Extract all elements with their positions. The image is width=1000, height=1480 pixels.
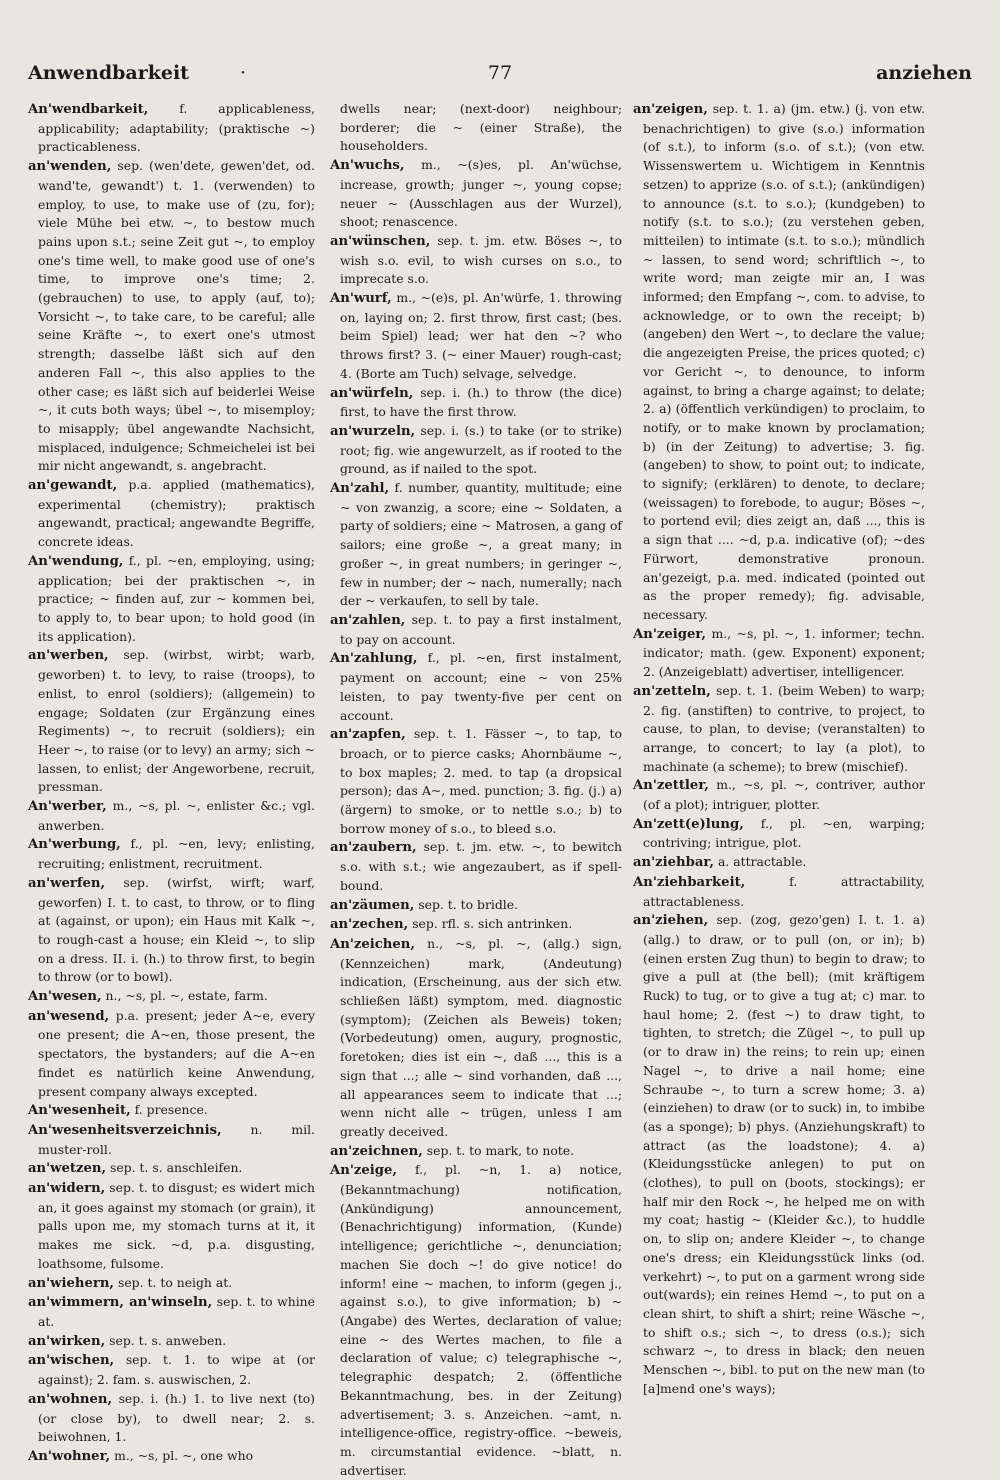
column-2	[330, 100, 622, 1478]
entry-definition: m., ~s, pl. ~, contriver, author (of a plot); intriguer, plotter.	[643, 777, 925, 813]
column-3	[633, 100, 925, 1440]
entry-headword: An'zettler,	[633, 778, 709, 794]
dictionary-entry	[28, 1121, 315, 1159]
entry-definition: f. number, quantity, multitude; eine ~ von zwanzig, a score; eine ~ Soldaten, a party of soldiers; eine ~ Matrosen, a gang of sailors; eine große ~, a great many; in großer ~, in great numbers; in geringer ~, few in number; der ~ nach, numerally; nach der ~ verkaufen, to sell by tale.	[340, 480, 622, 609]
continued-entry-text: dwells near; (next-door) neighbour; borderer; die ~ (einer Straße), the householders.	[340, 101, 622, 154]
entry-headword: An'zeiger,	[633, 626, 706, 642]
dictionary-entry	[28, 987, 315, 1007]
dictionary-entry	[28, 157, 315, 476]
dictionary-entry	[633, 853, 925, 873]
entry-headword: An'werbung,	[28, 837, 121, 853]
entry-definition: f. attractability, attractableness.	[643, 873, 925, 909]
dictionary-entry	[633, 776, 925, 814]
entry-headword: An'wohner,	[28, 1448, 111, 1464]
dictionary-entry	[28, 646, 315, 797]
entry-definition: m., ~s, pl. ~, 1. informer; techn. indicator; math. (gew. Exponent) exponent; 2. (Anzeigeblatt) advertiser, intelligencer.	[643, 625, 925, 680]
entry-definition: n., ~s, pl. ~, (allg.) sign, (Kennzeichen) mark, (Andeutung) indication, (Erscheinung, aus der sich etw. schließen läßt) symptom, med. diagnostic (symptom); (Zeichen als Beweis) token; (Vorbedeutung) omen, augury, prognostic, foretoken; dies ist ein ~, daß ..., this is a sign that ...; alle ~ sind vorhanden, daß ..., all appearances seem to indicate that ...; wenn nicht alle ~ trügen, unless I am greatly deceived.	[340, 935, 622, 1139]
dictionary-entry	[330, 649, 622, 725]
entry-definition: sep. rfl. s. sich antrinken.	[412, 916, 573, 932]
dictionary-entry	[28, 100, 315, 157]
entry-headword: an'zäumen,	[330, 897, 415, 913]
header-right-guideword: anziehen	[876, 62, 972, 84]
entry-definition: sep. t. to pay a first instalment, to pay on account.	[340, 611, 622, 647]
dictionary-entry	[28, 1274, 315, 1294]
entry-headword: an'wohnen,	[28, 1391, 113, 1407]
entry-definition: sep. t. to disgust; es widert mich an, it goes against my stomach (or grain), it palls upon me, my stomach turns at it, it makes me sick. ~d, p.a. disgusting, loathsome, fulsome.	[38, 1180, 315, 1271]
entry-definition: sep. t. to bridle.	[418, 896, 518, 912]
entry-definition: f. presence.	[134, 1102, 208, 1118]
entry-headword: An'zett(e)lung,	[633, 816, 744, 832]
entry-headword: An'wuchs,	[330, 158, 405, 174]
dictionary-entry	[330, 156, 622, 232]
entry-definition: sep. t. 1. a) (jm. etw.) (j. von etw. benachrichtigen) to give (s.o.) information (of s.t.), to inform (s.o. of s.t.); (von etw. Wissenswertem u. Wichtigem in Kenntnis setzen) to apprize (s.o. of s.t.); (ankündigen) to announce (s.t. to s.o.); (kundgeben) to notify (s.t. to s.o.); (zu verstehen geben, mitteilen) to intimate (s.t. to s.o.); mündlich ~ lassen, to send word; schriftlich ~, to write word; man zeigte mir an, I was informed; den Empfang ~, com. to advise, to acknowledge, or to own the receipt; b) (angeben) den Wert ~, to declare the value; die angezeigten Preise, the prices quoted; c) vor Gericht ~, to denounce, to inform against, to bring a charge against; to delate; 2. a) (öffentlich verkündigen) to proclaim, to notify, or to make known by proclamation; b) (in der Zeitung) to advertise; 3. fig. (angeben) to show, to point out; to indicate, to signify; (erklären) to denote, to declare; (weissagen) to forebode, to augur; Böses ~, to portend evil; dies zeigt an, daß ..., this is a sign that .... ~d, p.a. indicative (of); ~des Fürwort, demonstrative pronoun. an'gezeigt, p.a. med. indicated (pointed out as the proper remedy); fig. advisable, necessary.	[643, 101, 925, 622]
entry-headword: an'wimmern, an'winseln,	[28, 1295, 213, 1311]
entry-definition: sep. t. 1. to wipe at (or against); 2. fam. s. auswischen, 2.	[38, 1352, 315, 1388]
entry-headword: an'werben,	[28, 648, 109, 664]
dictionary-entry	[28, 1293, 315, 1331]
dictionary-entry	[28, 1351, 315, 1389]
entry-headword: an'zapfen,	[330, 727, 406, 743]
dictionary-entry	[330, 611, 622, 649]
entry-headword: an'würfeln,	[330, 385, 414, 401]
entry-headword: An'wendung,	[28, 553, 124, 569]
entry-headword: an'wirken,	[28, 1333, 106, 1349]
entry-headword: An'wesen,	[28, 989, 102, 1005]
entry-definition: sep. i. (s.) to take (or to strike) root; fig. wie angewurzelt, as if rooted to the ground, as if nailed to the spot.	[340, 422, 622, 477]
dictionary-entry	[633, 815, 925, 853]
entry-headword: an'wetzen,	[28, 1161, 107, 1177]
entry-headword: an'gewandt,	[28, 478, 118, 494]
entry-headword: an'zeichnen,	[330, 1143, 423, 1159]
dictionary-entry	[28, 1159, 315, 1179]
dictionary-entry	[330, 896, 622, 916]
entry-definition: sep. (zog, gezo'gen) I. t. 1. a) (allg.) to draw, or to pull (on, or in); b) (einen ersten Zug thun) to begin to draw; to give a pull at (the bell); (mit kräftigem Ruck) to tug, or to give a tug at; c) mar. to haul home; 2. (fest ~) to draw tight, to tighten, to stretch; die Zügel ~, to pull up (or to draw in) the reins; to rein up; einen Nagel ~, to drive a nail home; eine Schraube ~, to turn a screw home; 3. a) (einziehen) to draw (or to suck) in, to imbibe (as a sponge); b) phys. (Anziehungskraft) to attract (as the loadstone); 4. a) (Kleidungsstücke anlegen) to put on (clothes), to pull on (boots, stockings); er half mir den Rock ~, he helped me on with my coat; hastig ~ (Kleider &c.), to huddle on, to slip on; andere Kleider ~, to change one's dress; ein Kleidungsstück links (od. verkehrt) ~, to put on a garment wrong side out(wards); ein reines Hemd ~, to put on a clean shirt, to shift a shirt; reine Wäsche ~, to shift o.s.; sich ~, to dress (o.s.); sich schwarz ~, to dress in black; den neuen Menschen ~, bibl. to put on the new man (to [a]mend one's ways);	[643, 912, 925, 1396]
entry-headword: an'wünschen,	[330, 233, 431, 249]
entry-headword: An'zeichen,	[330, 936, 415, 952]
entry-headword: an'zeigen,	[633, 102, 708, 117]
entry-headword: an'zetteln,	[633, 683, 711, 699]
dictionary-entry	[330, 935, 622, 1142]
dictionary-entry	[28, 835, 315, 873]
dictionary-entry	[330, 289, 622, 384]
dictionary-entry	[330, 384, 622, 422]
dictionary-entry	[330, 1161, 622, 1480]
dictionary-entry	[28, 1179, 315, 1274]
dictionary-entry	[28, 1101, 315, 1121]
entry-definition: f., pl. ~en, employing, using; application; bei der praktischen ~, in practice; ~ finden auf, zur ~ kommen bei, to apply to, to bear upon; to hold good (in its application).	[38, 552, 315, 644]
entry-definition: f., pl. ~n, 1. a) notice, (Bekanntmachung) notification, (Ankündigung) announcement, (Benachrichtigung) information, (Kunde) intelligence; gerichtliche ~, denunciation; machen Sie doch ~! do give notice! do inform! eine ~ machen, to inform (gegen j., against s.o.), to give information; b) ~ (Angabe) des Wertes, declaration of value; eine ~ des Wertes machen, to file a declaration of value; c) telegraphische ~, telegraphic despatch; 2. (öffentliche Bekanntmachung, bes. in der Zeitung) advertisement; 3. s. Anzeichen. ~amt, n. intelligence-office, registry-office. ~beweis, m. circumstantial evidence. ~blatt, n. advertiser.	[340, 1162, 622, 1478]
dictionary-entry	[633, 100, 925, 625]
entry-definition: a. attractable.	[717, 854, 807, 870]
entry-definition: sep. t. to whine at.	[38, 1294, 315, 1329]
entry-definition: m., ~(e)s, pl. An'würfe, 1. throwing on, laying on; 2. first throw, first cast; (bes. beim Spiel) lead; wer hat den ~? who throws first? 3. (~ einer Mauer) rough-cast; 4. (Borte am Tuch) selvage, selvedge.	[340, 290, 622, 381]
entry-definition: sep. t. 1. Fässer ~, to tap, to broach, or to pierce casks; Ahornbäume ~, to box maples; 2. med. to tap (a dropsical person); das A~, med. punction; 3. fig. (j.) a) (ärgern) to smoke, or to nettle s.o.; b) to borrow money of s.o., to bleed s.o.	[340, 726, 622, 836]
dictionary-entry	[330, 915, 622, 935]
entry-headword: an'zechen,	[330, 917, 409, 933]
page-number: 77	[487, 62, 513, 84]
entry-headword: An'zahlung,	[330, 651, 418, 667]
entry-definition: m., ~s, pl. ~, enlister &c.; vgl. anwerben.	[38, 798, 315, 833]
entry-definition: n., ~s, pl. ~, estate, farm.	[105, 988, 268, 1004]
entry-definition: f., pl. ~en, warping; contriving; intrigue, plot.	[643, 815, 925, 851]
entry-definition: f., pl. ~en, first instalment, payment on account; eine ~ von 25% leisten, to pay twenty-five per cent on account.	[340, 650, 622, 723]
header-dot: ·	[240, 62, 247, 84]
entry-definition: sep. t. jm. etw. ~, to bewitch s.o. with s.t.; wie angezaubert, as if spell-bound.	[340, 839, 622, 893]
dictionary-entry	[28, 874, 315, 987]
entry-headword: an'wurzeln,	[330, 423, 416, 439]
dictionary-entry	[330, 725, 622, 838]
entry-definition: p.a. present; jeder A~e, every one present; die A~en, those present, the spectators, the bystanders; auf die A~en findet es natürlich keine Anwendung, present company always excepted.	[38, 1007, 315, 1099]
entry-headword: an'wiehern,	[28, 1275, 115, 1291]
dictionary-entry	[28, 476, 315, 552]
entry-headword: An'wesenheitsverzeichnis,	[28, 1122, 222, 1138]
entry-headword: An'werber,	[28, 799, 107, 815]
entry-headword: An'wendbarkeit,	[28, 102, 149, 117]
entry-definition: f. applicableness, applicability; adaptability; (praktische ~) practicableness.	[38, 101, 315, 155]
dictionary-entry	[330, 232, 622, 289]
entry-definition: sep. i. (h.) 1. to live next (to) (or close by), to dwell near; 2. s. beiwohnen, 1.	[38, 1390, 315, 1445]
dictionary-entry	[28, 1390, 315, 1447]
entry-headword: an'ziehbar,	[633, 855, 714, 871]
entry-definition: sep. t. s. anschleifen.	[110, 1160, 243, 1176]
dictionary-entry	[28, 1007, 315, 1102]
entry-headword: an'zahlen,	[330, 612, 406, 628]
entry-definition: sep. (wen'dete, gewen'det, od. wand'te, gewandt') t. 1. (verwenden) to employ, to use, to make use of (zu, for); viele Mühe bei etw. ~, to bestow much pains upon s.t.; seine Zeit gut ~, to employ one's time well, to make good use of one's time, to improve one's time; 2. (gebrauchen) to use, to apply (auf, to); Vorsicht ~, to take care, to be careful; alle seine Kräfte ~, to exert one's utmost strength; dasselbe läßt sich auf den anderen Fall ~, this also applies to the other case; es läßt sich auf beiderlei Weise ~, it cuts both ways; übel ~, to misemploy; to misapply; übel angewandte Nachsicht, misplaced, indulgence; Schmeichelei ist bei mir nicht angewandt, s. angebracht.	[38, 158, 315, 474]
entry-definition: sep. t. s. anweben.	[109, 1332, 227, 1348]
entry-definition: p.a. applied (mathematics), experimental (chemistry); praktisch angewandt, practical; angewandte Begriffe, concrete ideas.	[38, 477, 315, 550]
entry-definition: n. mil. muster-roll.	[38, 1121, 315, 1157]
entry-headword: an'zaubern,	[330, 840, 417, 856]
dictionary-entry	[330, 479, 622, 611]
entry-headword: An'wesenheit,	[28, 1103, 131, 1119]
dictionary-entry	[633, 625, 925, 682]
dictionary-entry	[633, 911, 925, 1398]
entry-headword: An'zahl,	[330, 481, 390, 497]
entry-headword: an'wenden,	[28, 159, 112, 175]
header-left-guideword: Anwendbarkeit	[28, 62, 189, 84]
entry-definition: m., ~(s)es, pl. An'wüchse, increase, growth; junger ~, young copse; neuer ~ (Ausschlagen aus der Wurzel), shoot; renascence.	[340, 157, 622, 230]
dictionary-entry	[28, 1447, 315, 1467]
entry-definition: sep. t. to mark, to note.	[426, 1142, 575, 1158]
entry-definition: f., pl. ~en, levy; enlisting, recruiting; enlistment, recruitment.	[38, 836, 315, 872]
entry-definition: sep. t. 1. (beim Weben) to warp; 2. fig. (anstiften) to contrive, to project, to cause, to plan, to devise; (veranstalten) to arrange, to concert; to lay (a plot), to machinate (a scheme); to brew (mischief).	[643, 682, 925, 774]
dictionary-entry	[28, 1332, 315, 1352]
entry-headword: An'wurf,	[330, 291, 392, 307]
entry-definition: m., ~s, pl. ~, one who	[114, 1447, 254, 1463]
dictionary-entry	[28, 797, 315, 835]
entry-definition: sep. t. to neigh at.	[117, 1274, 233, 1290]
entry-headword: an'widern,	[28, 1181, 106, 1197]
dictionary-entry	[633, 682, 925, 777]
dictionary-entry	[633, 873, 925, 911]
column-1	[28, 100, 315, 1464]
entry-headword: an'ziehen,	[633, 913, 709, 929]
entry-definition: sep. i. (h.) to throw (the dice) first, to have the first throw.	[340, 384, 622, 420]
dictionary-entry	[330, 838, 622, 895]
entry-headword: an'werfen,	[28, 875, 106, 891]
dictionary-entry	[330, 1142, 622, 1162]
dictionary-entry	[330, 422, 622, 479]
dictionary-entry	[28, 552, 315, 647]
entry-definition: sep. (wirfst, wirft; warf, geworfen) I. t. to cast, to throw, or to fling at (against, or upon); ein Haus mit Kalk ~, to rough-cast a house; ein Kleid ~, to slip on a dress. II. i. (h.) to throw first, to begin to throw (or to bowl).	[38, 874, 315, 985]
columns	[28, 100, 976, 1478]
entry-definition: sep. (wirbst, wirbt; warb, geworben) t. to levy, to raise (troops), to enlist, to enrol (soldiers); (allgemein) to engage; Soldaten (zur Ergänzung eines Regiments) ~, to recruit (soldiers); ein Heer ~, to raise (or to levy) an army; sich ~ lassen, to enlist; der Angeworbene, recruit, pressman.	[38, 647, 315, 795]
entry-headword: An'ziehbarkeit,	[633, 874, 746, 890]
entry-headword: an'wesend,	[28, 1008, 110, 1024]
entry-headword: An'zeige,	[330, 1163, 397, 1179]
running-header	[28, 62, 972, 94]
entry-definition: sep. t. jm. etw. Böses ~, to wish s.o. evil, to wish curses on s.o., to imprecate s.o.	[340, 232, 622, 287]
entry-headword: an'wischen,	[28, 1353, 115, 1369]
